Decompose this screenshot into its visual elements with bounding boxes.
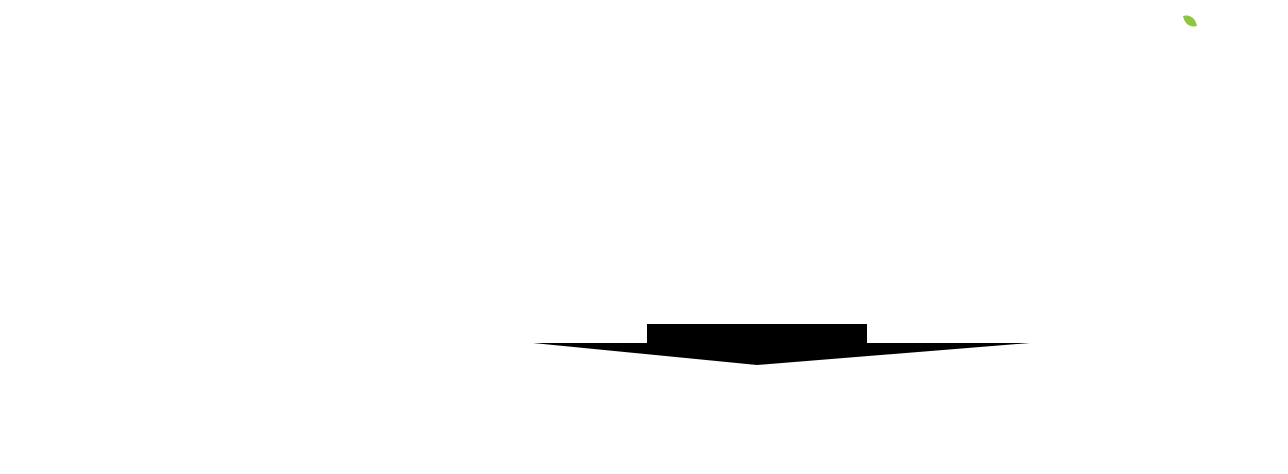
down-arrow — [533, 324, 1030, 365]
